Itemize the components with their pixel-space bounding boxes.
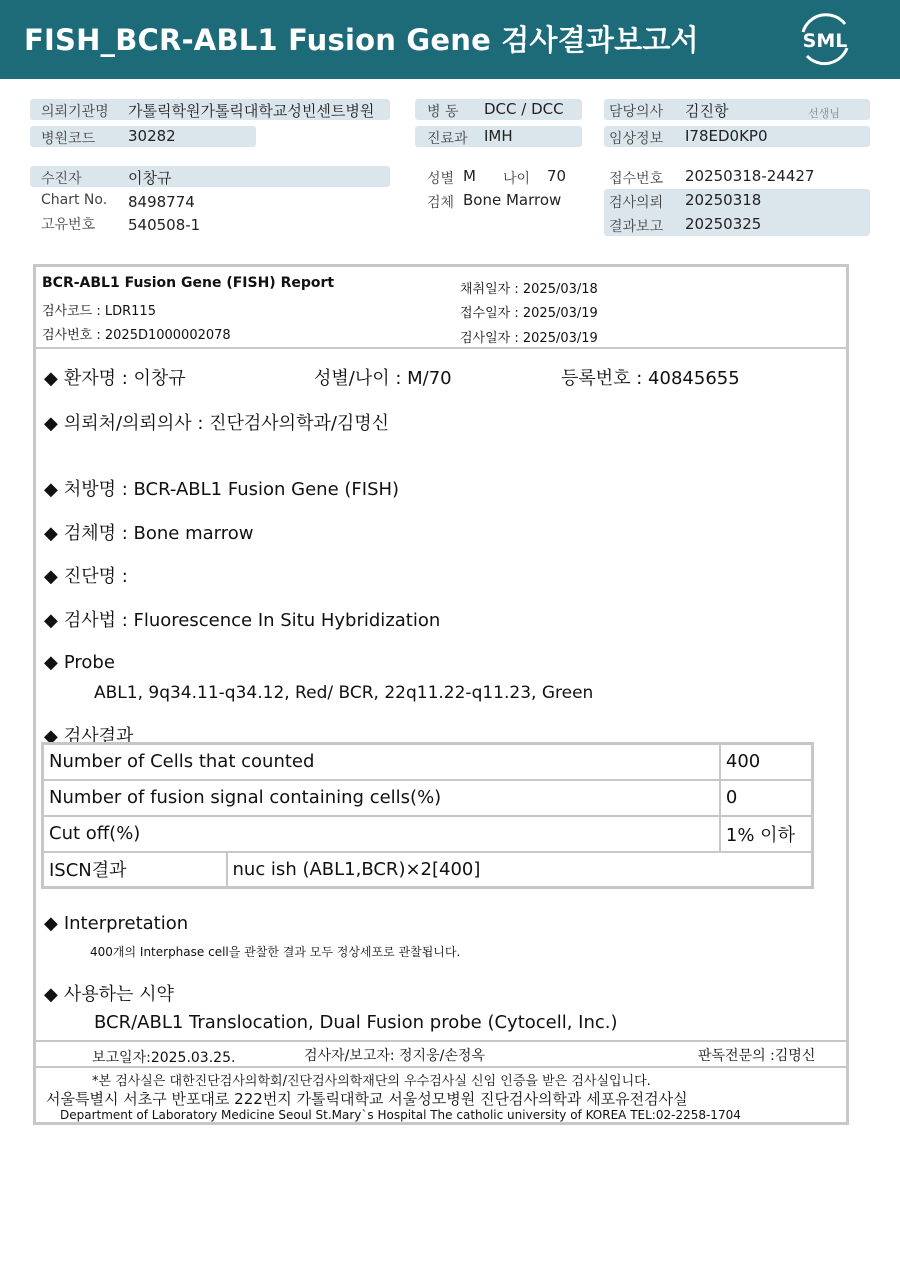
result-label-cell: Number of Cells that counted	[43, 744, 720, 780]
result-value-cell: 400	[720, 744, 813, 780]
specimen-value: Bone Marrow	[463, 191, 562, 209]
prescription: 처방명 : BCR-ABL1 Fusion Gene (FISH)	[63, 479, 400, 500]
collect-date: 채취일자 : 2025/03/18	[460, 282, 598, 297]
test-date: 검사일자 : 2025/03/19	[460, 331, 598, 346]
patient-label: 수진자	[41, 171, 82, 187]
table-row	[43, 816, 813, 852]
reagent-text: BCR/ABL1 Translocation, Dual Fusion probe (Cytocell, Inc.)	[94, 1012, 618, 1033]
result-value-cell: 0	[720, 780, 813, 816]
specialist: 판독전문의 :김명신	[698, 1048, 816, 1064]
report-box	[33, 264, 849, 1125]
patient-name-line	[44, 364, 186, 390]
method: 검사법 : Fluorescence In Situ Hybridization	[63, 610, 441, 631]
report-title: BCR-ABL1 Fusion Gene (FISH) Report	[42, 275, 335, 291]
info-pill	[30, 166, 390, 187]
ward-label: 병 동	[427, 104, 459, 120]
reagent-title-line	[44, 980, 174, 1006]
doctor-suffix: 선생님	[808, 107, 840, 120]
specimen-label: 검체	[427, 195, 455, 211]
registration-number: 등록번호 : 40845655	[561, 368, 740, 389]
request-label: 검사의뢰	[609, 195, 664, 211]
result-label-cell: Number of fusion signal containing cells(%)	[43, 780, 720, 816]
header-bar	[0, 0, 900, 79]
ward-value: DCC / DCC	[484, 100, 564, 118]
diamond-icon: ◆	[44, 984, 58, 1005]
receipt-value: 20250318-24427	[685, 167, 815, 185]
result-table	[41, 742, 814, 889]
diamond-icon: ◆	[44, 610, 58, 631]
interpretation-title: Interpretation	[63, 913, 189, 934]
requester: 의뢰처/의뢰의사 : 진단검사의학과/김명신	[63, 413, 390, 434]
iscn-label-cell: ISCN결과	[43, 852, 227, 888]
probe-text: ABL1, 9q34.11-q34.12, Red/ BCR, 22q11.22-q11.23, Green	[94, 683, 594, 703]
table-row	[43, 852, 813, 888]
divider	[36, 347, 846, 349]
test-number: 검사번호 : 2025D1000002078	[42, 328, 231, 343]
specimen: 검체명 : Bone marrow	[63, 523, 254, 544]
age-label: 나이	[503, 171, 531, 187]
doctor-value: 김진항	[685, 102, 729, 120]
result-title: 검사결과	[63, 726, 134, 747]
examiner: 검사자/보고자: 정지웅/손정옥	[304, 1048, 485, 1064]
requester-line	[44, 409, 389, 435]
divider	[36, 1040, 846, 1042]
unique-value: 540508-1	[128, 216, 201, 234]
reagent-title: 사용하는 시약	[63, 984, 174, 1005]
request-value: 20250318	[685, 191, 762, 209]
hospital-code-value: 30282	[128, 127, 176, 145]
diagnosis-line	[44, 562, 128, 588]
table-row	[43, 744, 813, 780]
dept-label: 진료과	[427, 131, 468, 147]
lab-address: 서울특별시 서초구 반포대로 222번지 가톨릭대학교 서울성모병원 진단검사의학과 세포유전검사실	[46, 1090, 688, 1108]
institution-label: 의뢰기관명	[41, 104, 109, 120]
sex-age: 성별/나이 : M/70	[314, 368, 452, 389]
diamond-icon: ◆	[44, 413, 58, 434]
diamond-icon: ◆	[44, 566, 58, 587]
probe-title-line	[44, 652, 115, 673]
hospital-code-label: 병원코드	[41, 131, 96, 147]
receive-date: 접수일자 : 2025/03/19	[460, 306, 598, 321]
patient-value: 이창규	[128, 169, 172, 187]
result-value: 20250325	[685, 215, 762, 233]
diamond-icon: ◆	[44, 523, 58, 544]
probe-title: Probe	[63, 652, 115, 673]
diamond-icon: ◆	[44, 726, 58, 747]
sex-label: 성별	[427, 171, 455, 187]
logo-text: SML	[802, 30, 848, 52]
interpretation-title-line	[44, 913, 188, 934]
sex-value: M	[463, 167, 476, 185]
method-line	[44, 606, 440, 632]
sml-logo	[795, 10, 855, 68]
institution-value: 가톨릭학원가톨릭대학교성빈센트병원	[128, 102, 375, 120]
chart-label: Chart No.	[41, 192, 108, 208]
diagnosis: 진단명 :	[63, 566, 128, 587]
doctor-label: 담당의사	[609, 104, 664, 120]
diamond-icon: ◆	[44, 368, 58, 389]
chart-value: 8498774	[128, 193, 195, 211]
prescription-line	[44, 475, 399, 501]
page-title: FISH_BCR-ABL1 Fusion Gene 검사결과보고서	[24, 23, 699, 57]
clinical-label: 임상정보	[609, 131, 664, 147]
receipt-label: 접수번호	[609, 171, 664, 187]
lab-department-en: Department of Laboratory Medicine Seoul St.Mary`s Hospital The catholic university of KOREA TEL:02-2258-1704	[60, 1108, 741, 1122]
test-code: 검사코드 : LDR115	[42, 304, 156, 319]
iscn-value-cell: nuc ish (ABL1,BCR)×2[400]	[227, 852, 813, 888]
diamond-icon: ◆	[44, 913, 58, 934]
age-value: 70	[547, 167, 567, 185]
clinical-value: I78ED0KP0	[685, 127, 768, 145]
unique-label: 고유번호	[41, 217, 96, 233]
specimen-line	[44, 519, 253, 545]
dept-value: IMH	[484, 127, 513, 145]
diamond-icon: ◆	[44, 652, 58, 673]
divider	[36, 1066, 846, 1068]
interpretation-text: 400개의 Interphase cell을 관찰한 결과 모두 정상세포로 관찰됩니다.	[90, 945, 461, 959]
table-row	[43, 780, 813, 816]
result-value-cell: 1% 이하	[720, 816, 813, 852]
report-date: 보고일자:2025.03.25.	[92, 1050, 236, 1066]
diamond-icon: ◆	[44, 479, 58, 500]
result-label: 결과보고	[609, 219, 664, 235]
result-label-cell: Cut off(%)	[43, 816, 720, 852]
certification-note: *본 검사실은 대한진단검사의학회/진단검사의학재단의 우수검사실 신임 인증을 받은 검사실입니다.	[92, 1074, 651, 1089]
patient-name: 환자명 : 이창규	[63, 368, 186, 389]
